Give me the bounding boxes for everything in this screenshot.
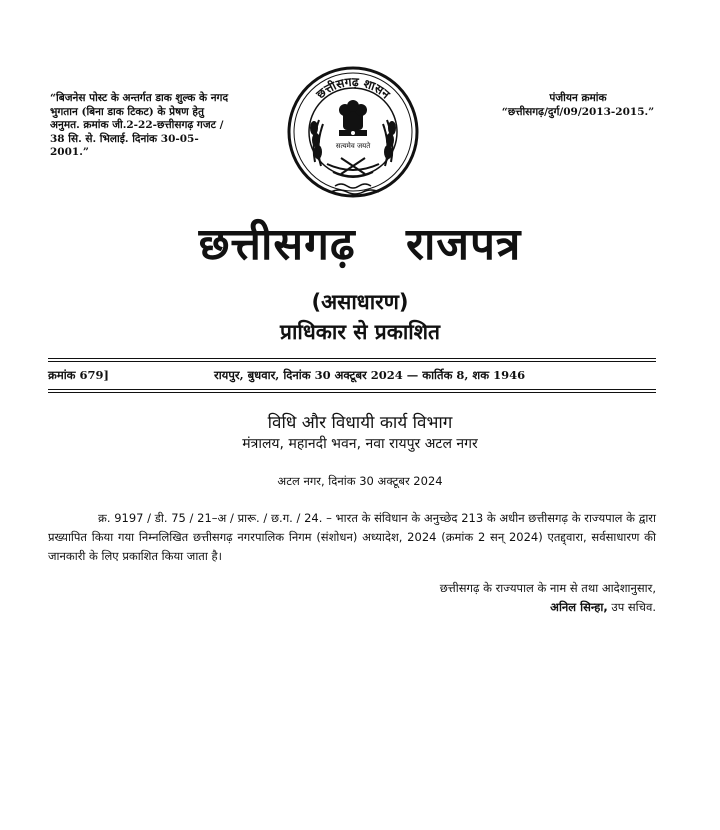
divider-rule: [48, 392, 656, 393]
registration-label: पंजीयन क्रमांक: [549, 92, 607, 104]
order-line: छत्तीसगढ़ के राज्यपाल के नाम से तथा आदेशानुसार,: [439, 581, 656, 595]
issue-date: रायपुर, बुधवार, दिनांक 30 अक्टूबर 2024 — कार्तिक 8, शक 1946: [214, 368, 526, 382]
signatory-title: उप सचिव.: [611, 600, 656, 614]
registration-block: [488, 92, 668, 119]
notice-place-date: अटल नगर, दिनांक 30 अक्टूबर 2024: [277, 474, 443, 488]
issue-number: क्रमांक 679]: [48, 368, 109, 382]
ministry-address: मंत्रालय, महानदी भवन, नवा रायपुर अटल नगर: [242, 436, 478, 452]
department-heading: विधि और विधायी कार्य विभाग: [267, 413, 453, 433]
state-emblem-icon: [285, 62, 421, 210]
emblem-arc-text: छत्तीसगढ़ शासन: [313, 74, 393, 102]
svg-text:छत्तीसगढ़ शासन: [313, 75, 394, 103]
authority-label: प्राधिकार से प्रकाशित: [280, 320, 440, 344]
divider-rule: [48, 358, 656, 359]
divider-rule: [48, 361, 656, 362]
signatory-name: अनिल सिन्हा,: [550, 600, 608, 614]
gazette-title: छत्तीसगढ़ राजपत्र: [198, 219, 522, 270]
extraordinary-label: (असाधारण): [311, 290, 409, 314]
notice-body: क्र. 9197 / डी. 75 / 21–अ / प्रारू. / छ.ग. / 24. – भारत के संविधान के अनुच्छेद 213 के अधीन छत्तीसगढ़ के राज्यपाल के द्वारा प्रख्यापित किया गया निम्नलिखित छत्तीसगढ़ नगरपालिक निगम (संशोधन) अध्यादेश, 2024 (क्रमांक 2 सन् 2024) एतद्द्वारा, सर्वसाधारण की जानकारी के लिए प्रकाशित किया जाता है।: [48, 511, 656, 563]
signature-block: [550, 600, 656, 615]
registration-number: “छत्तीसगढ़/दुर्ग/09/2013-2015.”: [501, 105, 655, 118]
divider-rule: [48, 389, 656, 390]
emblem-motto: सत्यमेव जयते: [335, 142, 371, 150]
postal-permit-note: “बिजनेस पोस्ट के अन्तर्गत डाक शुल्क के नगद भुगतान (बिना डाक टिकट) के प्रेषण हेतु अनुमत. क्रमांक जी.2-22-छत्तीसगढ़ गजट / 38 सि. से. भिलाई. दिनांक 30-05-2001.”: [50, 92, 229, 158]
